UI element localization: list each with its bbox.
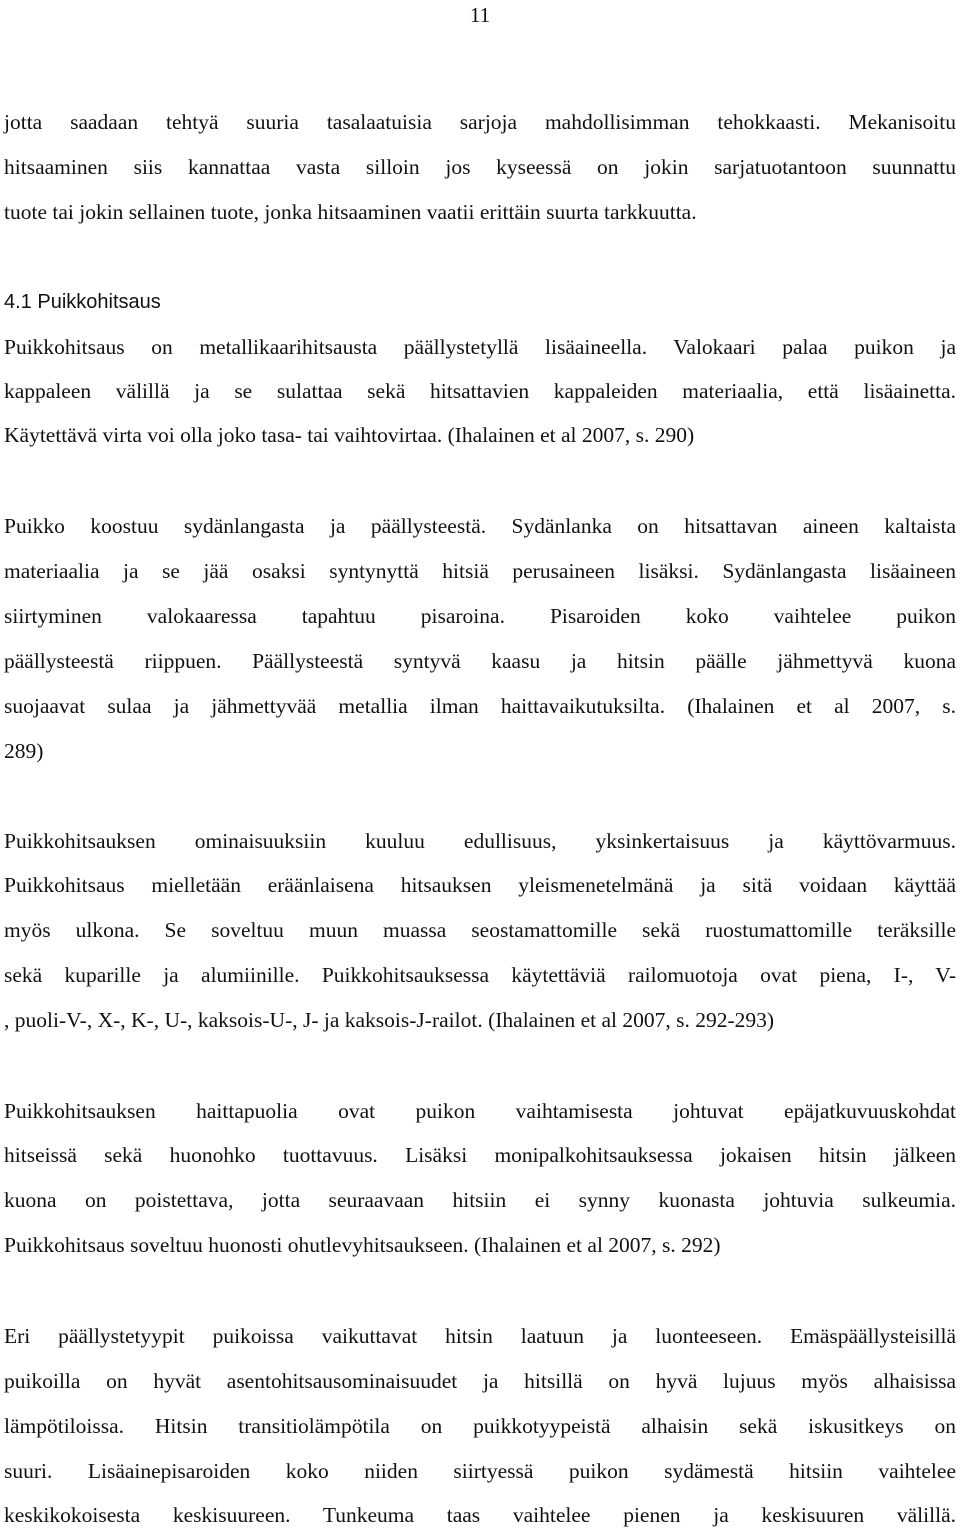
paragraph-line: keskikokoisesta keskisuureen. Tunkeuma taas vaihtelee pienen ja keskisuuren välillä. [4,1503,956,1527]
paragraph-line: kuona on poistettava, jotta seuraavaan hitsiin ei synny kuonasta johtuvia sulkeumia. [4,1188,956,1212]
paragraph-line: lämpötiloissa. Hitsin transitiolämpötila on puikkotyypeistä alhaisin sekä iskusitkeys on [4,1414,956,1438]
paragraph-line: Käytettävä virta voi olla joko tasa- tai vaihtovirtaa. (Ihalainen et al 2007, s. 290) [4,423,695,447]
paragraph-line: puikoilla on hyvät asentohitsausominaisuudet ja hitsillä on hyvä lujuus myös alhaisissa [4,1369,956,1393]
paragraph-line: 289) [4,739,44,763]
paragraph-line: suojaavat sulaa ja jähmettyvää metallia ilman haittavaikutuksilta. (Ihalainen et al 2007, s. [4,694,956,718]
paragraph-line: hitsaaminen siis kannattaa vasta silloin jos kyseessä on jokin sarjatuotantoon suunnattu [4,155,956,179]
section-heading: 4.1 Puikkohitsaus [4,291,161,313]
paragraph-line: tuote tai jokin sellainen tuote, jonka hitsaaminen vaatii erittäin suurta tarkkuutta. [4,200,697,224]
page-number: 11 [469,3,491,27]
paragraph-line: hitseissä sekä huonohko tuottavuus. Lisäksi monipalkohitsauksessa jokaisen hitsin jälkeen [4,1143,956,1167]
paragraph-line: kappaleen välillä ja se sulattaa sekä hitsattavien kappaleiden materiaalia, että lisäainetta. [4,379,956,403]
paragraph-line: Puikkohitsauksen haittapuolia ovat puikon vaihtamisesta johtuvat epäjatkuvuuskohdat [4,1099,956,1123]
paragraph-line: sekä kuparille ja alumiinille. Puikkohitsauksessa käytettäviä railomuotoja ovat piena, I-, V- [4,963,956,987]
paragraph-line: Puikkohitsauksen ominaisuuksiin kuuluu edullisuus, yksinkertaisuus ja käyttövarmuus. [4,829,956,853]
paragraph-line: Eri päällystetyypit puikoissa vaikuttavat hitsin laatuun ja luonteeseen. Emäspäällysteisillä [4,1324,956,1348]
paragraph-line: päällysteestä riippuen. Päällysteestä syntyvä kaasu ja hitsin päälle jähmettyvä kuona [4,649,956,673]
paragraph-line: Puikkohitsaus soveltuu huonosti ohutlevyhitsaukseen. (Ihalainen et al 2007, s. 292) [4,1233,721,1257]
paragraph-line: myös ulkona. Se soveltuu muun muassa seostamattomille sekä ruostumattomille teräksille [4,918,956,942]
paragraph-line: Puikkohitsaus on metallikaarihitsausta päällystetyllä lisäaineella. Valokaari palaa puikon ja [4,335,956,359]
paragraph-line: jotta saadaan tehtyä suuria tasalaatuisia sarjoja mahdollisimman tehokkaasti. Mekanisoitu [4,110,956,134]
paragraph-line: materiaalia ja se jää osaksi syntynyttä hitsiä perusaineen lisäksi. Sydänlangasta lisäaineen [4,559,956,583]
paragraph-line: , puoli-V-, X-, K-, U-, kaksois-U-, J- ja kaksois-J-railot. (Ihalainen et al 2007, s. 292-293) [4,1008,775,1032]
paragraph-line: Puikko koostuu sydänlangasta ja päällysteestä. Sydänlanka on hitsattavan aineen kaltaista [4,514,956,538]
paragraph-line: siirtyminen valokaaressa tapahtuu pisaroina. Pisaroiden koko vaihtelee puikon [4,604,956,628]
paragraph-line: suuri. Lisäainepisaroiden koko niiden siirtyessä puikon sydämestä hitsiin vaihtelee [4,1459,956,1483]
paragraph-line: Puikkohitsaus mielletään eräänlaisena hitsauksen yleismenetelmänä ja sitä voidaan käyttää [4,873,956,897]
